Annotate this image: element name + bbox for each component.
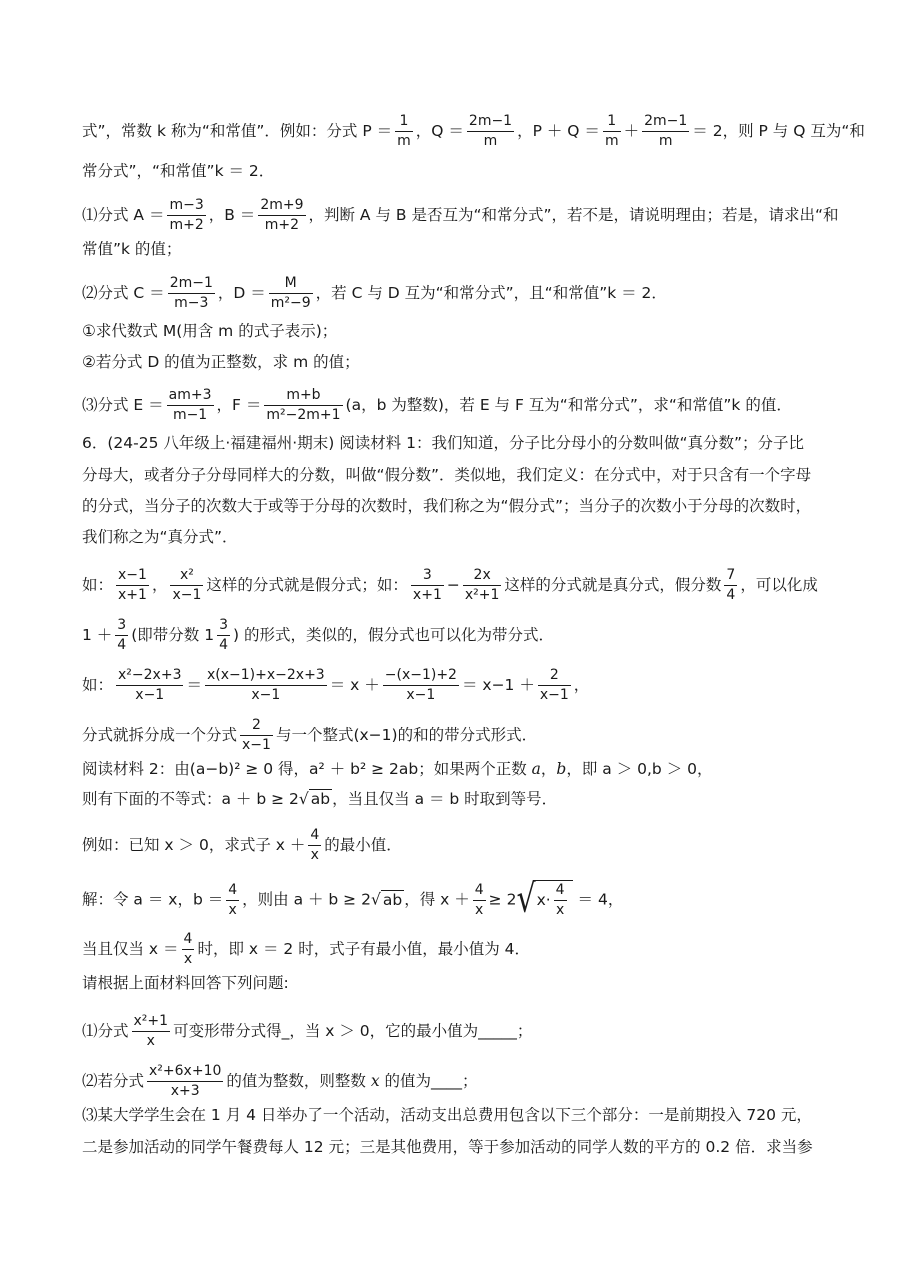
text: ＝ 4，: [577, 890, 624, 909]
numerator: 1: [603, 112, 621, 132]
text: ＝ x−1 ＋: [461, 676, 535, 694]
text: 这样的分式就是真分式，假分数: [504, 576, 722, 594]
variable-x: x: [370, 1072, 380, 1090]
example-decomposition: [82, 666, 589, 705]
example-line: [82, 826, 402, 865]
text: ，: [540, 760, 557, 778]
numerator: m+b: [264, 386, 342, 406]
text: 分式就拆分成一个分式: [82, 726, 238, 744]
fraction: [473, 881, 486, 920]
text: ，: [573, 676, 590, 694]
text: ，若 C 与 D 互为“和常分式”，且“和常值”k ＝ 2．: [315, 284, 667, 302]
text: ) 的形式，类似的，假分式也可以化为带分式．: [232, 626, 554, 644]
fraction-q: [467, 112, 514, 151]
denominator: x−1: [251, 687, 281, 703]
denominator: m²−9: [270, 295, 311, 311]
numerator: 4: [226, 881, 239, 901]
mixed-number-line: [82, 616, 554, 655]
numerator: x−1: [116, 566, 149, 586]
fraction: [642, 112, 689, 151]
denominator: x: [310, 847, 319, 863]
answer-question-3-line: ⑶某大学学生会在 1 月 4 日举办了一个活动，活动支出总费用包含以下三个部分：一是前期投入 720 元，: [82, 1106, 812, 1124]
text: ，P ＋ Q ＝: [517, 122, 600, 140]
material-2-line: [82, 758, 712, 780]
question-3: [82, 386, 792, 425]
text: 解：令 a ＝ x，b ＝: [82, 890, 224, 909]
numerator: x²+1: [132, 1012, 171, 1032]
fraction: [147, 1062, 223, 1101]
text: ⑵若分式: [82, 1072, 145, 1090]
denominator: x−1: [539, 687, 569, 703]
variable-a: a: [531, 760, 541, 778]
line-definition-example: [82, 112, 865, 151]
denominator: x: [555, 902, 565, 918]
sqrt-symbol: √: [370, 890, 381, 909]
text: ，当且仅当 a ＝ b 时取到等号．: [332, 790, 558, 808]
numerator: 4: [182, 930, 195, 950]
fraction-f: [264, 386, 342, 425]
denominator: 4: [219, 637, 228, 653]
denominator: m²−2m+1: [266, 407, 341, 423]
text: (即带分数 1: [131, 626, 215, 644]
sub-question-1: ①求代数式 M(用含 m 的式子表示)；: [82, 322, 338, 340]
denominator: 4: [726, 587, 736, 603]
problem-6-line: 我们称之为“真分式”．: [82, 528, 238, 546]
variable-b: b: [556, 760, 567, 778]
text: ⑶分式 E ＝: [82, 396, 164, 414]
decomposition-conclusion: [82, 716, 537, 755]
example-improper-fractions: [82, 566, 818, 605]
denominator: x+1: [118, 587, 147, 603]
numerator: 2x: [463, 566, 502, 586]
text: 的值为整数，则整数: [226, 1072, 366, 1090]
text: 与一个整式(x−1)的和的带分式形式．: [275, 726, 538, 744]
text: x·: [536, 891, 551, 909]
fraction: [724, 566, 737, 605]
text: ⑴分式: [82, 1022, 129, 1040]
answer-question-1: [82, 1012, 532, 1051]
numerator: x²: [170, 566, 203, 586]
fraction: [132, 1012, 171, 1051]
fraction: [182, 930, 195, 969]
text: ⑵分式 C ＝: [82, 284, 165, 302]
am-gm-inequality: [82, 788, 557, 810]
denominator: m: [604, 133, 619, 149]
fraction: [226, 881, 239, 920]
denominator: m−1: [172, 407, 208, 423]
text: ，可以化成: [740, 576, 818, 594]
denominator: x: [183, 951, 193, 967]
sqrt-radicand: ab: [310, 790, 331, 808]
numerator: 2m+9: [258, 196, 305, 216]
fraction: [217, 616, 230, 655]
big-sqrt: [516, 876, 572, 923]
text: ，判断 A 与 B 是否互为“和常分式”，若不是，请说明理由；若是，请求出“和: [308, 206, 839, 224]
numerator: 2m−1: [467, 112, 514, 132]
text: ，则由 a ＋ b ≥ 2: [242, 890, 371, 909]
text: ，Q ＝: [415, 122, 464, 140]
text: (a，b 为整数)，若 E 与 F 互为“和常分式”，求“和常值”k 的值．: [345, 396, 792, 414]
fraction: [463, 566, 502, 605]
answer-question-2: [82, 1062, 478, 1101]
line-text: 常分式”，“和常值”k ＝ 2．: [82, 162, 275, 180]
denominator: x−1: [242, 737, 271, 753]
numerator: M: [269, 274, 313, 294]
numerator: x²+6x+10: [147, 1062, 223, 1082]
text: ＝ x ＋: [329, 676, 380, 694]
text: 这样的分式就是假分式；如：: [206, 576, 408, 594]
numerator: 2m−1: [642, 112, 689, 132]
text: 的值为____；: [384, 1072, 478, 1090]
fraction-c: [168, 274, 215, 313]
instruction-line: 请根据上面材料回答下列问题:: [82, 974, 289, 992]
numerator: am+3: [167, 386, 214, 406]
sqrt-symbol: √: [516, 876, 536, 923]
denominator: m: [397, 133, 411, 149]
denominator: m: [658, 133, 673, 149]
text: ＋: [623, 122, 640, 140]
denominator: m−3: [174, 295, 209, 311]
text: ，B ＝: [208, 206, 256, 224]
numerator: −(x−1)+2: [383, 666, 459, 686]
sqrt-radicand: ab: [382, 890, 403, 909]
fraction-e: [167, 386, 214, 425]
fraction-p: [395, 112, 413, 151]
fraction: [308, 826, 321, 865]
fraction: [205, 666, 327, 705]
line-text: 常值”k 的值；: [82, 240, 182, 258]
text: 的最小值．: [324, 836, 402, 854]
answer-question-3-line: 二是参加活动的同学午餐费每人 12 元；三是其他费用，等于参加活动的同学人数的平方的 0.2 倍．求当参: [82, 1138, 813, 1156]
denominator: x−1: [135, 687, 165, 703]
denominator: x+3: [170, 1083, 200, 1099]
fraction-a: [167, 196, 205, 235]
text: ＝ 2，则 P 与 Q 互为“和: [692, 122, 865, 140]
numerator: 3: [411, 566, 444, 586]
fraction: [411, 566, 444, 605]
numerator: 2: [240, 716, 273, 736]
sqrt-radicand: [534, 880, 573, 920]
denominator: x: [146, 1033, 155, 1049]
fraction-b: [258, 196, 305, 235]
text: ，即 a ＞ 0,b ＞ 0，: [566, 760, 713, 778]
denominator: x−1: [172, 587, 202, 603]
text: 例如：已知 x ＞ 0，求式子 x ＋: [82, 836, 306, 854]
text: −: [446, 576, 460, 594]
numerator: x(x−1)+x−2x+3: [205, 666, 327, 686]
numerator: 3: [115, 616, 128, 636]
sub-question-2: ②若分式 D 的值为正整数，求 m 的值；: [82, 353, 360, 371]
fraction: [603, 112, 621, 151]
numerator: 3: [217, 616, 230, 636]
numerator: 4: [308, 826, 321, 846]
text: 时，即 x ＝ 2 时，式子有最小值，最小值为 4．: [197, 940, 530, 958]
denominator: x: [228, 901, 237, 918]
question-1: [82, 196, 839, 235]
text: ⑴分式 A ＝: [82, 206, 165, 224]
denominator: 4: [117, 637, 127, 653]
denominator: m: [483, 133, 498, 149]
text: ＝: [186, 676, 202, 694]
denominator: x: [475, 901, 484, 918]
text: 可变形带分式得_，当 x ＞ 0，它的最小值为_____；: [173, 1022, 533, 1040]
numerator: x²−2x+3: [116, 666, 183, 686]
denominator: m+2: [169, 217, 204, 233]
solution-conclusion: [82, 930, 530, 969]
sqrt-symbol: √: [298, 790, 309, 808]
fraction: [538, 666, 571, 705]
fraction: [554, 881, 567, 920]
denominator: x−1: [406, 687, 436, 703]
text: 1 ＋: [82, 626, 113, 644]
denominator: x+1: [412, 587, 442, 603]
fraction: [240, 716, 273, 755]
numerator: 1: [395, 112, 413, 132]
text: ，得 x ＋: [404, 890, 470, 909]
numerator: 4: [473, 881, 486, 901]
text: ，F ＝: [216, 396, 262, 414]
numerator: 2: [538, 666, 571, 686]
denominator: x²+1: [464, 587, 500, 603]
text: ≥ 2: [488, 890, 517, 909]
problem-6-line: 6．(24-25 八年级上·福建福州·期末) 阅读材料 1：我们知道，分子比分母小的分数叫做“真分数”；分子比: [82, 434, 805, 452]
text: 如：: [82, 576, 114, 594]
text: 如：: [82, 676, 114, 694]
numerator: m−3: [167, 196, 205, 216]
problem-6-line: 的分式，当分子的次数大于或等于分母的次数时，我们称之为“假分式”；当分子的次数小于分母的次数时，: [82, 497, 812, 515]
fraction: [170, 566, 203, 605]
text: ，: [151, 576, 168, 594]
fraction-d: [269, 274, 313, 313]
fraction: [116, 666, 183, 705]
text: 当且仅当 x ＝: [82, 940, 179, 958]
fraction: [116, 566, 149, 605]
denominator: m+2: [264, 217, 300, 233]
solution-line: [82, 876, 624, 923]
fraction: [115, 616, 128, 655]
question-2: [82, 274, 667, 313]
text: 阅读材料 2：由(a−b)² ≥ 0 得，a² ＋ b² ≥ 2ab；如果两个正数: [82, 760, 527, 778]
fraction: [383, 666, 459, 705]
text: 式”，常数 k 称为“和常值”．例如：分式 P ＝: [82, 122, 393, 140]
numerator: 4: [554, 881, 567, 901]
numerator: 7: [724, 566, 737, 586]
text: 则有下面的不等式：a ＋ b ≥ 2: [82, 790, 299, 808]
text: ，D ＝: [217, 284, 266, 302]
problem-6-line: 分母大，或者分子分母同样大的分数，叫做“假分数”．类似地，我们定义：在分式中，对于只含有一个字母: [82, 466, 812, 484]
numerator: 2m−1: [168, 274, 215, 294]
